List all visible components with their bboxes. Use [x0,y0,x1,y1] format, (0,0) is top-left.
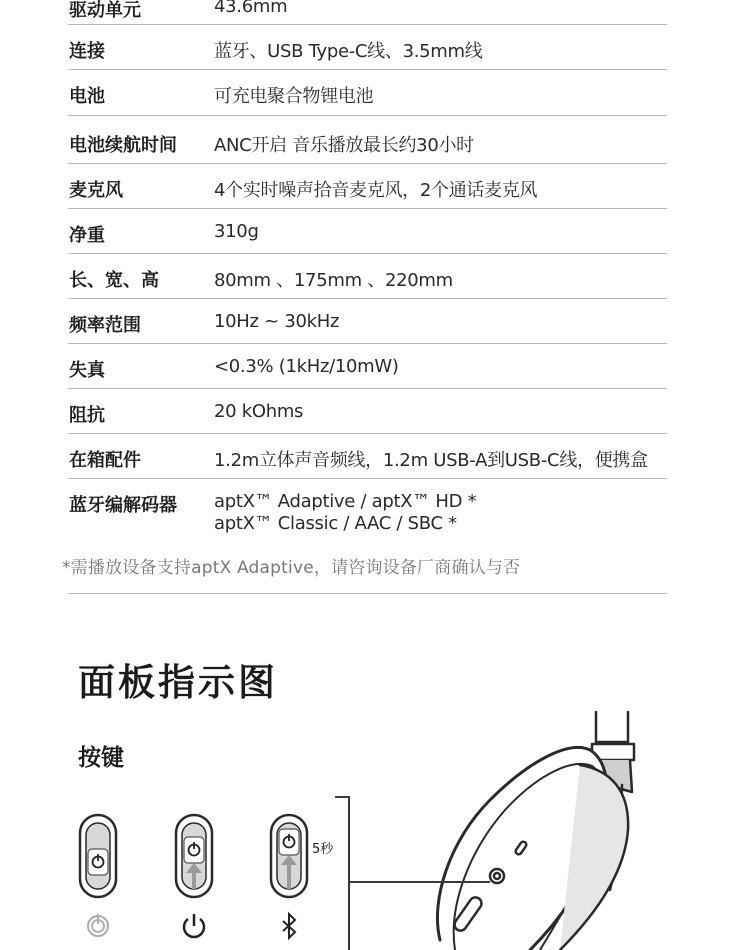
spec-row-accessories [68,434,667,479]
spec-label: 电池续航时间 [69,135,177,156]
spec-value: 10Hz ~ 30kHz [214,311,340,332]
power-icon [184,914,204,937]
power-button-tap [80,815,116,897]
panel-diagram [0,690,750,950]
spec-label: 蓝牙编解码器 [69,495,177,516]
spec-label: 阻抗 [69,405,105,426]
spec-value: 80mm 、175mm 、220mm [214,270,453,291]
spec-row-dimensions [68,254,667,299]
spec-value: 可充电聚合物锂电池 [214,86,374,107]
hold-duration-label: 5秒 [312,842,334,857]
spec-value [214,491,476,535]
spec-label: 驱动单元 [69,0,141,21]
bluetooth-icon [283,914,295,938]
spec-row-microphone [68,164,667,209]
spec-value: 4个实时噪声拾音麦克风，2个通话麦克风 [214,180,538,201]
spec-label: 连接 [69,41,105,62]
spec-label: 长、宽、高 [69,270,159,291]
divider [68,593,667,594]
spec-value: 蓝牙、USB Type-C线、3.5mm线 [214,41,483,62]
spec-label: 电池 [69,86,105,107]
spec-value: 310g [214,221,259,242]
spec-row-battery-life [68,116,667,164]
power-icon-light [88,914,108,936]
spec-value: 1.2m立体声音频线，1.2m USB-A到USB-C线，便携盒 [214,450,648,471]
power-button-press [176,815,212,897]
spec-row-distortion [68,344,667,389]
spec-row-driver [68,0,667,25]
codec-line-1: aptX™ Adaptive / aptX™ HD * [214,491,477,512]
footnote: *需播放设备支持aptX Adaptive，请咨询设备厂商确认与否 [62,558,521,578]
spec-label: 麦克风 [69,180,123,201]
spec-row-weight [68,209,667,254]
bluetooth-button-hold [271,815,307,897]
codec-line-2: aptX™ Classic / AAC / SBC * [214,513,457,534]
spec-value: 43.6mm [214,0,288,17]
spec-label: 频率范围 [69,315,141,336]
spec-row-codec [68,479,667,541]
spec-row-impedance [68,389,667,434]
spec-value: 20 kOhms [214,401,304,422]
spec-label: 失真 [69,360,105,381]
headphone-illustration [437,712,634,950]
spec-row-battery [68,70,667,116]
spec-label: 净重 [69,225,105,246]
spec-label: 在箱配件 [69,450,141,471]
spec-row-frequency [68,299,667,344]
spec-row-connection [68,25,667,70]
spec-value: ANC开启 音乐播放最长约30小时 [214,135,474,156]
section-title: 面板指示图 [78,661,278,704]
buttons-subtitle: 按键 [78,745,124,771]
spec-value: <0.3% (1kHz/10mW) [214,356,399,377]
